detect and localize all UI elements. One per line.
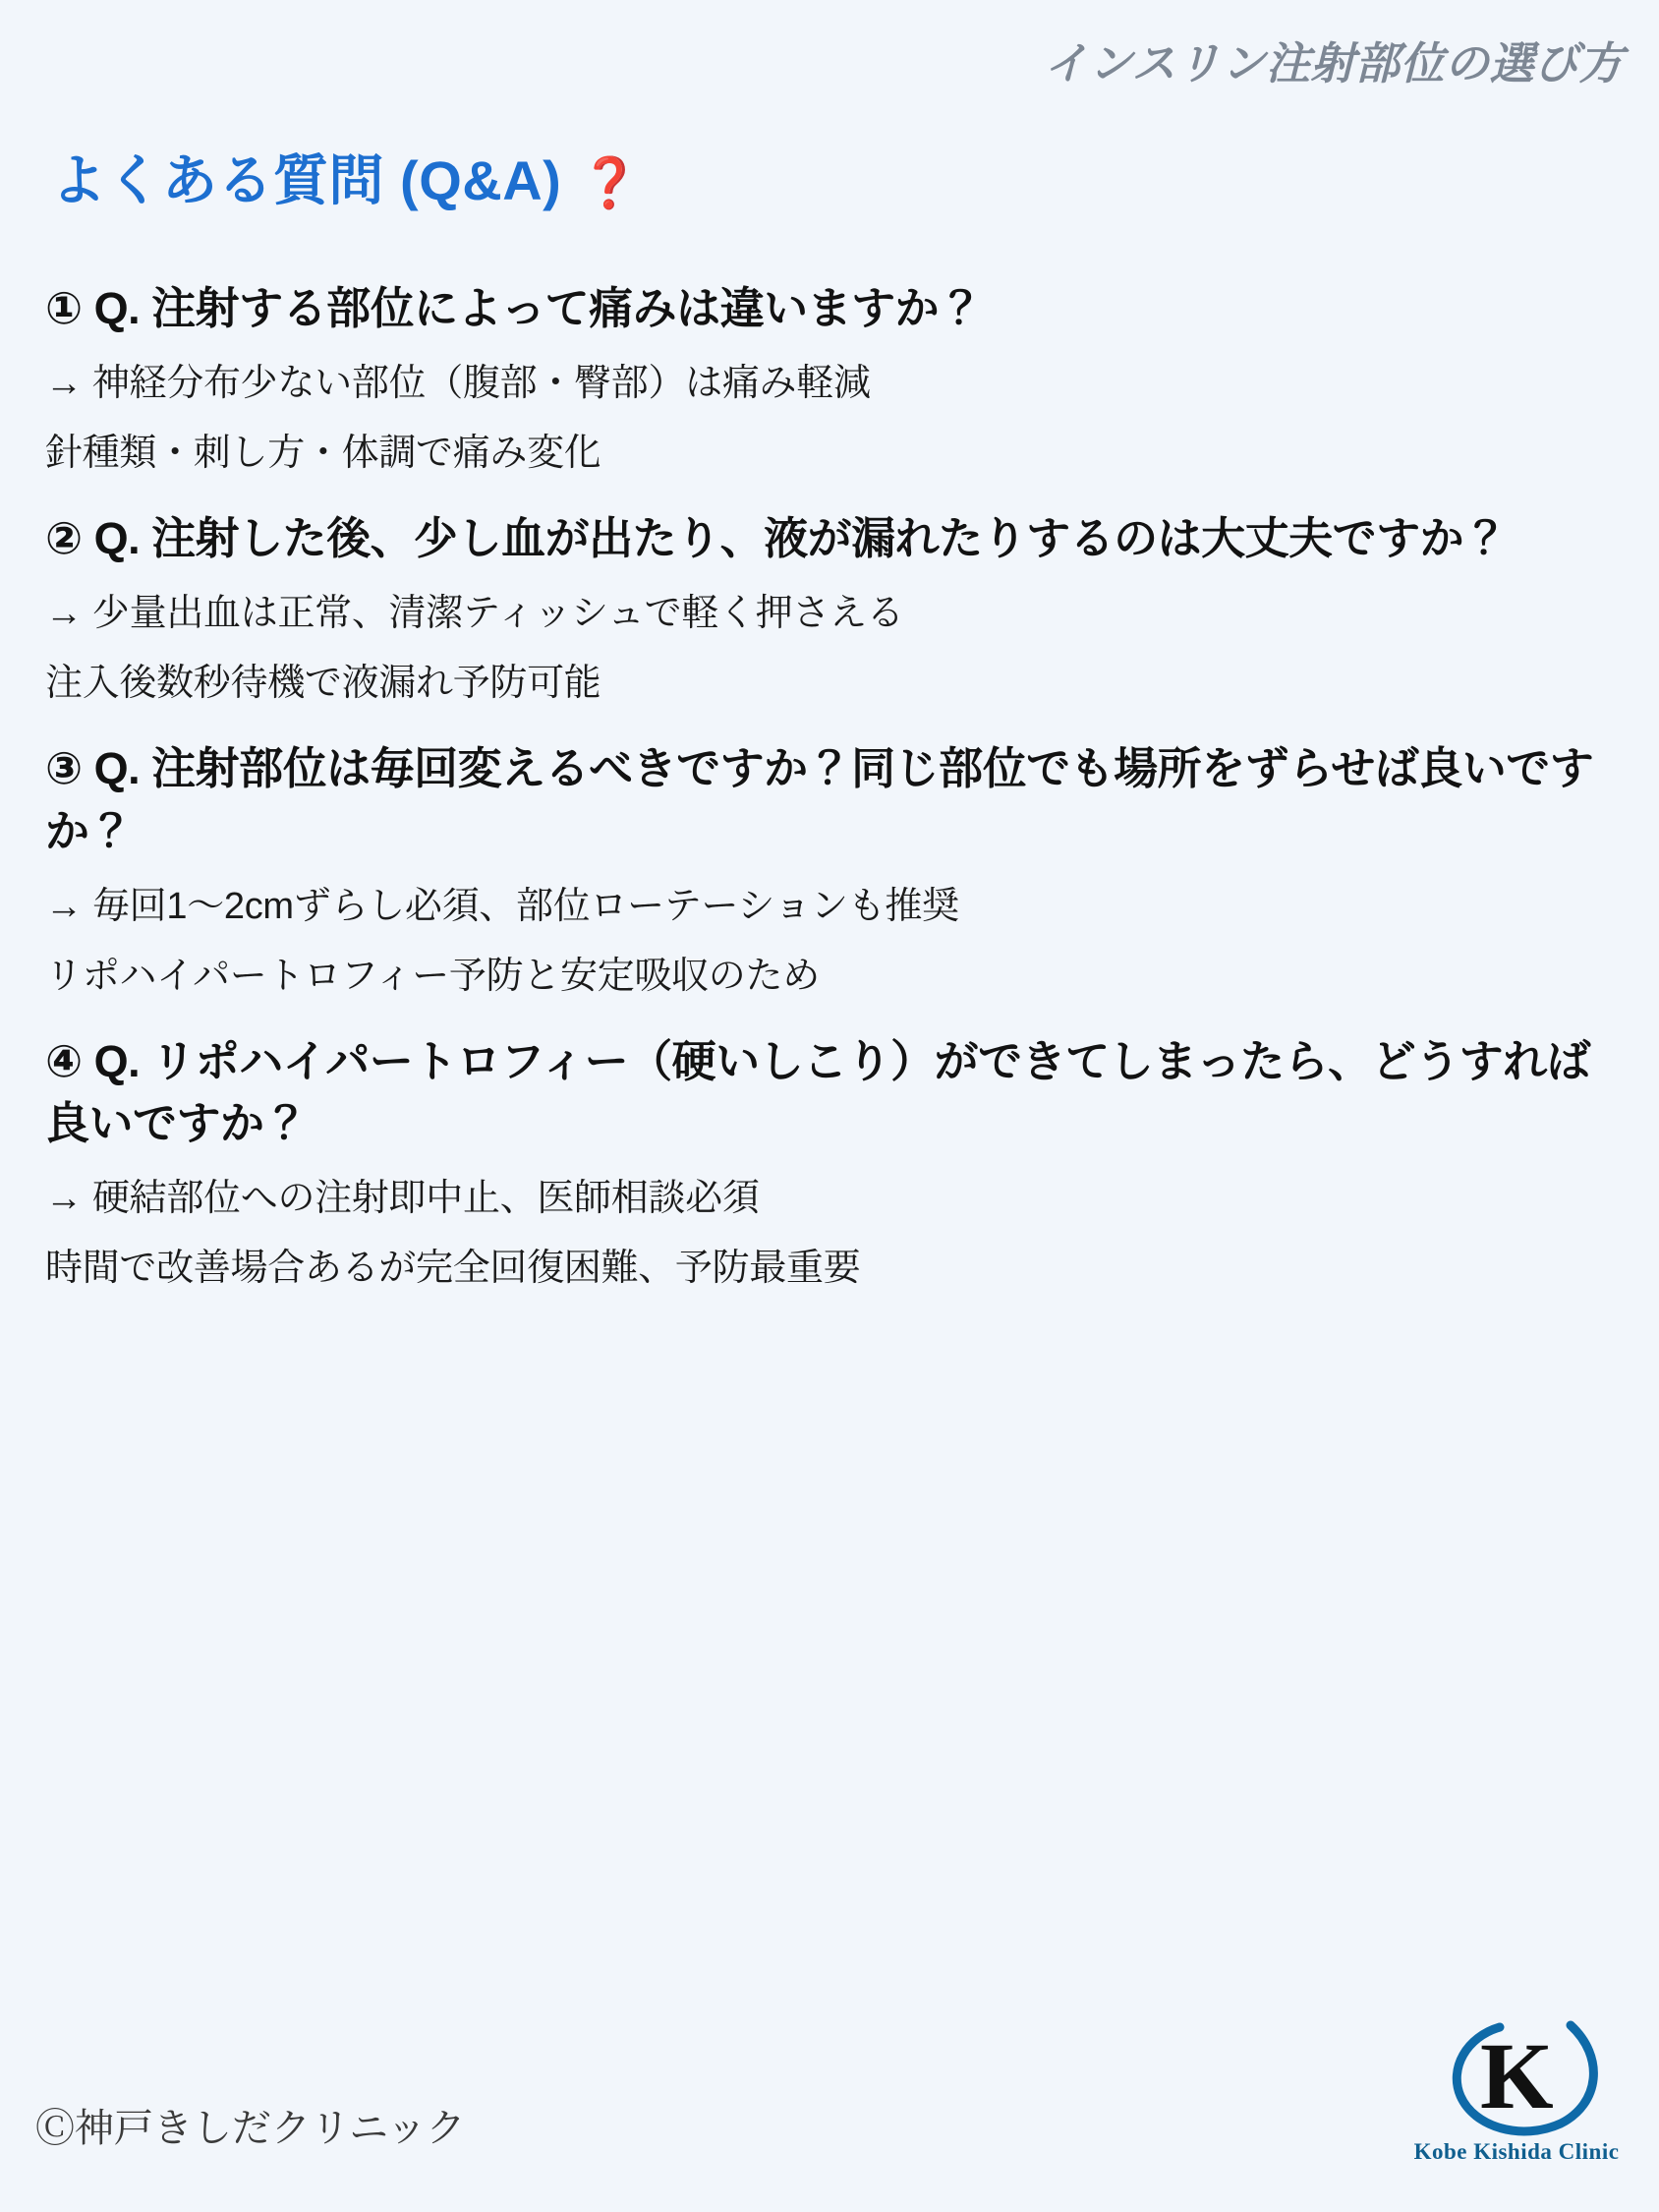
qa-question: ③ Q. 注射部位は毎回変えるべきですか？同じ部位でも場所をずらせば良いですか？ xyxy=(45,742,1594,856)
qa-answer-line: → 少量出血は正常、清潔ティッシュで軽く押さえる xyxy=(45,592,904,634)
header-title: インスリン注射部位の選び方 xyxy=(1043,38,1624,88)
qa-answer-line: → 毎回1〜2cmずらし必須、部位ローテーションも推奨 xyxy=(45,885,959,927)
qa-item xyxy=(45,1030,1618,1298)
qa-answer-line: 時間で改善場合あるが完全回復困難、予防最重要 xyxy=(45,1248,861,1290)
copyright-text: Ⓒ神戸きしだクリニック xyxy=(35,2107,466,2150)
logo-mark-icon xyxy=(1413,2009,1620,2137)
logo-name: Kobe Kishida Clinic xyxy=(1413,2139,1620,2164)
qa-answer-line: リポハイパートロフィー予防と安定吸収のため xyxy=(45,955,820,997)
qa-question: ① Q. 注射する部位によって痛みは違いますか？ xyxy=(45,283,983,333)
qa-list xyxy=(45,277,1618,1322)
qa-question: ② Q. 注射した後、少し血が出たり、液が漏れたりするのは大丈夫ですか？ xyxy=(45,512,1508,563)
section-heading-text: よくある質問 (Q&A) xyxy=(51,149,562,211)
qa-item xyxy=(45,507,1618,712)
qa-answer-line: 針種類・刺し方・体調で痛み変化 xyxy=(45,432,601,474)
qa-answer-line: 注入後数秒待機で液漏れ予防可能 xyxy=(45,662,601,704)
qa-answer-line: → 神経分布少ない部位（腹部・臀部）は痛み軽減 xyxy=(45,362,871,404)
question-mark-icon: ❓ xyxy=(579,155,641,210)
section-heading xyxy=(51,138,641,216)
qa-answer-line: → 硬結部位への注射即中止、医師相談必須 xyxy=(45,1178,760,1220)
qa-question: ④ Q. リポハイパートロフィー（硬いしこり）ができてしまったら、どうすれば良いですか？ xyxy=(45,1035,1591,1149)
svg-text:K: K xyxy=(1480,2023,1554,2128)
qa-item xyxy=(45,737,1618,1005)
qa-item xyxy=(45,277,1618,482)
clinic-logo xyxy=(1413,2009,1620,2165)
